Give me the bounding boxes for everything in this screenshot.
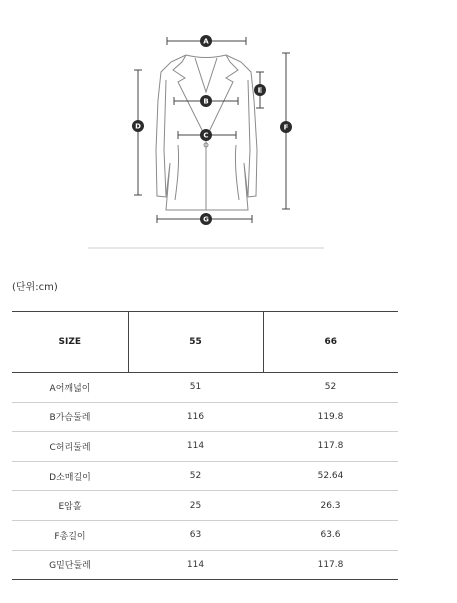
measure-markers xyxy=(132,35,292,225)
table-row xyxy=(12,373,398,403)
table-row xyxy=(12,461,398,491)
cell-55: 114 xyxy=(128,432,263,462)
row-label: C허리둘레 xyxy=(12,432,128,462)
cell-55: 51 xyxy=(128,373,263,403)
row-label: G밑단둘레 xyxy=(12,550,128,580)
measurement-diagram xyxy=(0,0,457,260)
marker-c: C xyxy=(203,131,209,140)
cell-55: 116 xyxy=(128,402,263,432)
table-row xyxy=(12,550,398,580)
table-row xyxy=(12,491,398,521)
marker-g: G xyxy=(203,215,209,224)
cell-55: 114 xyxy=(128,550,263,580)
header-55: 55 xyxy=(128,312,263,373)
cell-66: 117.8 xyxy=(263,550,398,580)
row-label: F총길이 xyxy=(12,520,128,550)
size-header-row xyxy=(12,312,398,373)
size-table xyxy=(12,311,398,580)
cell-66: 117.8 xyxy=(263,432,398,462)
row-label: D소매길이 xyxy=(12,461,128,491)
unit-label: (단위:cm) xyxy=(12,282,58,293)
header-size: SIZE xyxy=(12,312,128,373)
marker-b: B xyxy=(203,97,209,106)
row-label: B가슴둘레 xyxy=(12,402,128,432)
cell-66: 52 xyxy=(263,373,398,403)
marker-e: E xyxy=(257,86,263,95)
cell-66: 52.64 xyxy=(263,461,398,491)
table-row xyxy=(12,432,398,462)
marker-a: A xyxy=(203,37,209,46)
cell-55: 25 xyxy=(128,491,263,521)
cell-66: 119.8 xyxy=(263,402,398,432)
header-66: 66 xyxy=(263,312,398,373)
table-row xyxy=(12,520,398,550)
table-row xyxy=(12,402,398,432)
cell-66: 26.3 xyxy=(263,491,398,521)
cell-55: 52 xyxy=(128,461,263,491)
marker-f: F xyxy=(283,123,289,132)
cell-66: 63.6 xyxy=(263,520,398,550)
cell-55: 63 xyxy=(128,520,263,550)
marker-d: D xyxy=(135,122,141,131)
row-label: E암홀 xyxy=(12,491,128,521)
row-label: A어깨넓이 xyxy=(12,373,128,403)
